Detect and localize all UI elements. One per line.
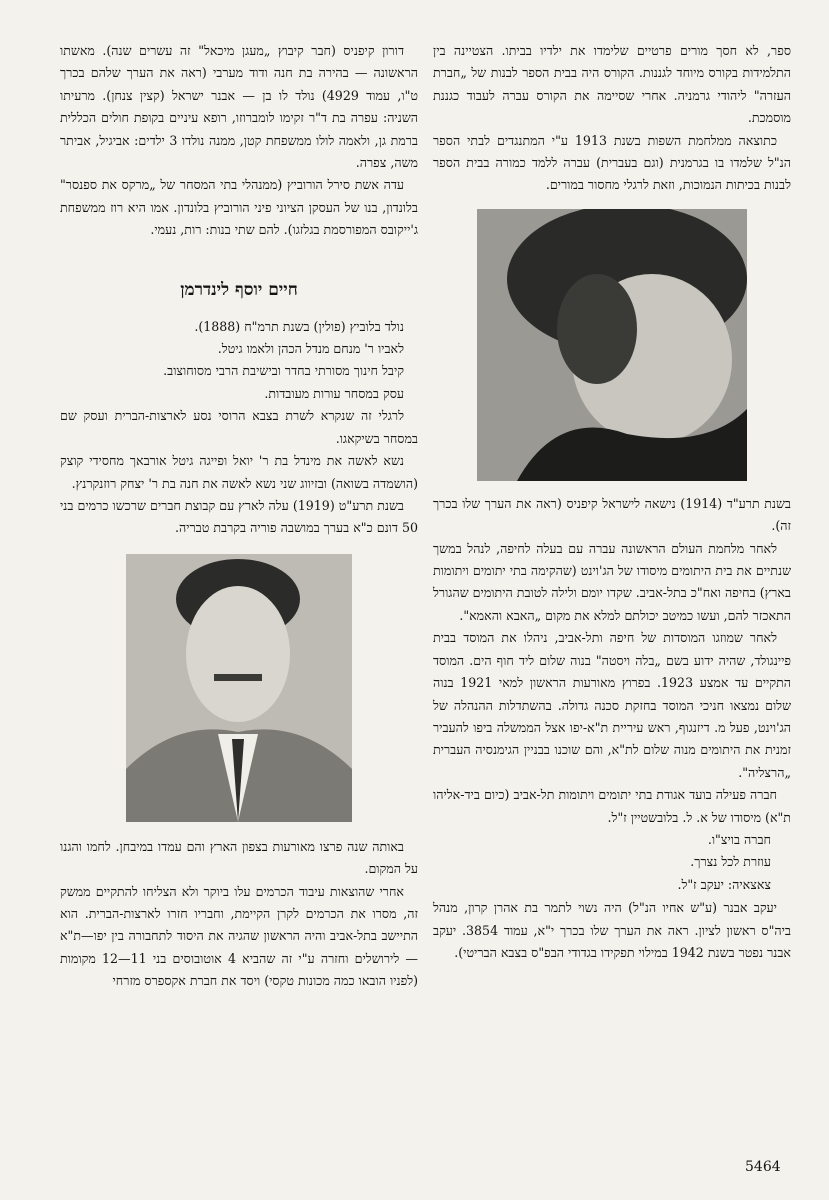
list-item: עוזרת לכל נצרך. [690,854,771,870]
paragraph: נולד בלוביץ (פולין) בשנת תרמ"ח (1888). [194,318,404,334]
paragraph: דורון קיפניס (חבר קיבוץ „מעגן מיכאל" זה עשרים שנה). מאשתו הראשונה — בהירה בת חנה ודוד מערבי (ראה את הערך שלהם בכרך ט"ו, עמוד 4929) נולד לו בן — אבנר ישראל (קצין צנחן). מרעיתו השניה: עפרה בת ד"ר זקימו לומברוזו, רופא עיניים בקופת חולים הכללית ברמת גן, ולאמה לולו ממשפחת קטן, ממנה נולדו 3 ילדים: אביגיל, אביתר משה, צפרה. [60,43,418,171]
paragraph: אחרי שהוצאות עיבוד הכרמים עלו ביוקר ולא הצליחו להתקיים ממשק זה, מסרו את הכרמים לקרן הקיימת, וחבריו חזרו לארצות-הברית. הוא התיישב בתל-אביב והיה הראשון שהגיה את היסוד לתחבורה בין יפו—ת"א — לירושלים וחזרה ע"י זה שהביא 4 אוטובוסים בני 11—12 מקומות (לפניו הובאו כמה מכונות טקסי) ויסד את חברת אקספרס מזרחי [60,883,418,989]
paragraph: ספר, לא חסך מורים פרטיים שלימדו את ילדיו בביתו. הצטיינה בין התלמידות בקורס מיוחד לגננות. הקורס היה בבית הספר לבנות של „חברת העזרה" ליהודי גרמניה. אחרי שסיימה את הקורס עברה לעבוד כגננת מוסמכת. [433,43,791,126]
list-item: צאצאיה: יעקב ז"ל. [677,876,771,892]
paragraph: בשנת תרע"ד (1914) נישאה לישראל קיפניס (ראה את הערך שלו בכרך זה). [433,495,791,534]
paragraph: עסק במסחר עורות מעובדות. [264,385,404,401]
paragraph: בשנת תרע"ט (1919) עלה לארץ עם קבוצת חברים שרכשו כרמים בני 50 דונם כ"א בערך במושבה פוריה בקרבת טבריה. [60,497,418,536]
right-column [433,40,791,964]
paragraph: לרגלי זה שנקרא לשרת בצבא הרוסי נסע לארצות-הברית ועסק שם במסחר בשיקאגו. [60,408,418,446]
paragraph: לאביו ר' מנחם מנדל הכהן ולאמו גיטל. [217,341,404,357]
paragraph: באותה שנה פרצו מאורעות בצפון הארץ והם עמדו במיבחן. לחמו והגנו על המקום. [60,838,418,877]
paragraph: לאחר שמוזגו המוסדות של חיפה ותל-אביב, ניהלו את המוסד בבית פיינגולד, שהיה ידוע בשם „בלה ויסטה" בנוה שלום ליד חוף הים. המוסד התקיים עד אמצע 1923. בפרוץ מאורעות הראשון למאי 1921 בנוה שלום נמצאו חניכי המוסד בחזקת סכנה גדולה. בהשתדלות ההנהלה של הג'וינט, פעל מ. דיזנגוף, ראש עיריית ת"א-יפו אצל הממשלה ביפו להעביר זמנית את היתומים מנוה שלום לת"א, והם שוכנו בבניין הגימנסיה העברית „הרצליה". [433,630,791,780]
entry-heading: חיים יוסף לינדרמן [180,279,298,300]
paragraph: עדה אשת סירל הורוביץ (ממנהלי בתי המסחר של „מרקס את ספנסר" בלונדון, בנו של העסקן הציוני פיני הורוביץ בלונדון. אמו היא רוז ממשפחת ג'ייקובס המפורסמת בגלזגו). להם שתי בנות: רות, נעמי. [60,177,418,238]
portrait-photo-man [126,554,352,822]
paragraph: כתוצאה ממלחמת השפות בשנת 1913 ע"י המתנגדים לבתי הספר הנ"ל שלמדו בו בגרמנית (וגם בעברית) עברה ללמד כמורה בבית הספר לבנות בכיתות הנמוכות, וזאת לרגלי מחסור במורים. [433,132,791,193]
list-item: חברה בויצ"ו. [707,831,771,847]
paragraph: לאחר מלחמת העולם הראשונה עברה עם בעלה לחיפה, לנהל במשך שנתיים את בית היתומים מיסודו של הג'וינט (שהקימה בתי יתומים ויתומות בארץ) בחיפה ואח"כ בתל-אביב. שקדו יומם ולילה לטובת היתומים שהגורל התאכזר להם, ועשו כמיטב יכולתם למלא את מקום „האבא והאמא". [433,540,791,623]
paragraph: יעקב אבנר (ע"ש אחיו הנ"ל) היה נשוי לתמר בת אהרן קרון, מנהל ביה"ס ראשון לציון. ראה את הערך שלו בכרך י"א, עמוד 3854. יעקב אבנר נפטר בשנת 1942 במילוי תפקידו בגדודי הבפ"ס בצבא הבריטי). [433,900,791,960]
paragraph: חברה פעילה בועד אגודת בתי יתומים ויתומות תל-אביב (כיום ביד-אליהו ת"א) מיסודו של א. ל. בלובשטיין ז"ל. [433,787,791,825]
portrait-photo-woman [477,209,747,481]
paragraph: נשא לאשה את מינדל בת ר' יואל ופייגה גיטל אורבאך מחסידי קוצק (הושמדה בשואה) ובזיווג שני נשא לאשה את חנה בת ר' יצחק רוזנקרנץ. [60,453,418,491]
left-column [60,40,418,993]
page-number: 5464 [745,1159,781,1175]
paragraph: קיבל חינוך מסורתי בחדר ובישיבת הרבי מסוחוצוב. [163,363,404,379]
